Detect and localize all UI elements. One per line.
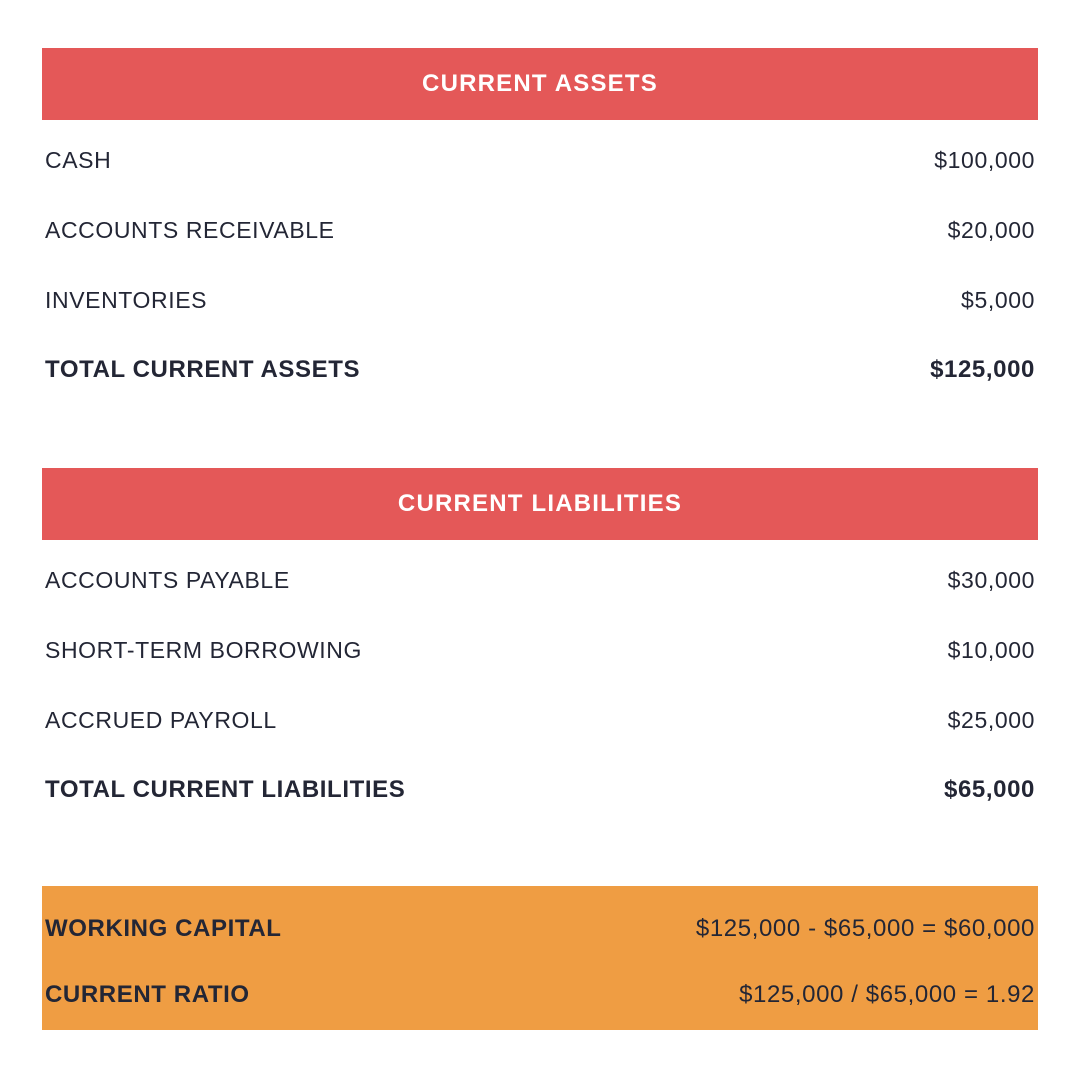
table-row (42, 545, 1038, 615)
total-label: TOTAL CURRENT ASSETS (45, 356, 361, 383)
summary-label: WORKING CAPITAL (45, 915, 282, 942)
row-label: ACCOUNTS PAYABLE (45, 566, 290, 593)
table-row (42, 265, 1038, 335)
current-liabilities-rows (42, 545, 1038, 825)
row-label: CASH (45, 146, 112, 173)
row-value: $100,000 (934, 146, 1035, 173)
total-row (42, 335, 1038, 405)
section-title: CURRENT ASSETS (422, 70, 658, 97)
total-row (42, 755, 1038, 825)
current-assets-section (42, 48, 1038, 405)
summary-value: $125,000 - $65,000 = $60,000 (695, 915, 1035, 942)
summary-panel (42, 886, 1038, 1030)
row-label: INVENTORIES (45, 286, 208, 313)
row-value: $20,000 (947, 216, 1035, 243)
row-label: ACCRUED PAYROLL (45, 706, 277, 733)
current-assets-header (42, 48, 1038, 120)
row-label: SHORT-TERM BORROWING (45, 636, 362, 663)
summary-label: CURRENT RATIO (45, 981, 250, 1008)
row-value: $10,000 (947, 636, 1035, 663)
row-value: $5,000 (961, 286, 1035, 313)
table-row (42, 195, 1038, 265)
row-label: ACCOUNTS RECEIVABLE (45, 216, 335, 243)
summary-row (45, 962, 1035, 1028)
table-row (42, 125, 1038, 195)
total-value: $125,000 (930, 356, 1035, 383)
section-title: CURRENT LIABILITIES (397, 490, 683, 517)
current-liabilities-header (42, 468, 1038, 540)
table-row (42, 615, 1038, 685)
summary-row (45, 896, 1035, 962)
total-value: $65,000 (944, 776, 1035, 803)
row-value: $25,000 (947, 706, 1035, 733)
table-row (42, 685, 1038, 755)
row-value: $30,000 (947, 566, 1035, 593)
current-assets-rows (42, 125, 1038, 405)
current-liabilities-section (42, 468, 1038, 825)
total-label: TOTAL CURRENT LIABILITIES (45, 776, 406, 803)
summary-value: $125,000 / $65,000 = 1.92 (739, 981, 1035, 1008)
